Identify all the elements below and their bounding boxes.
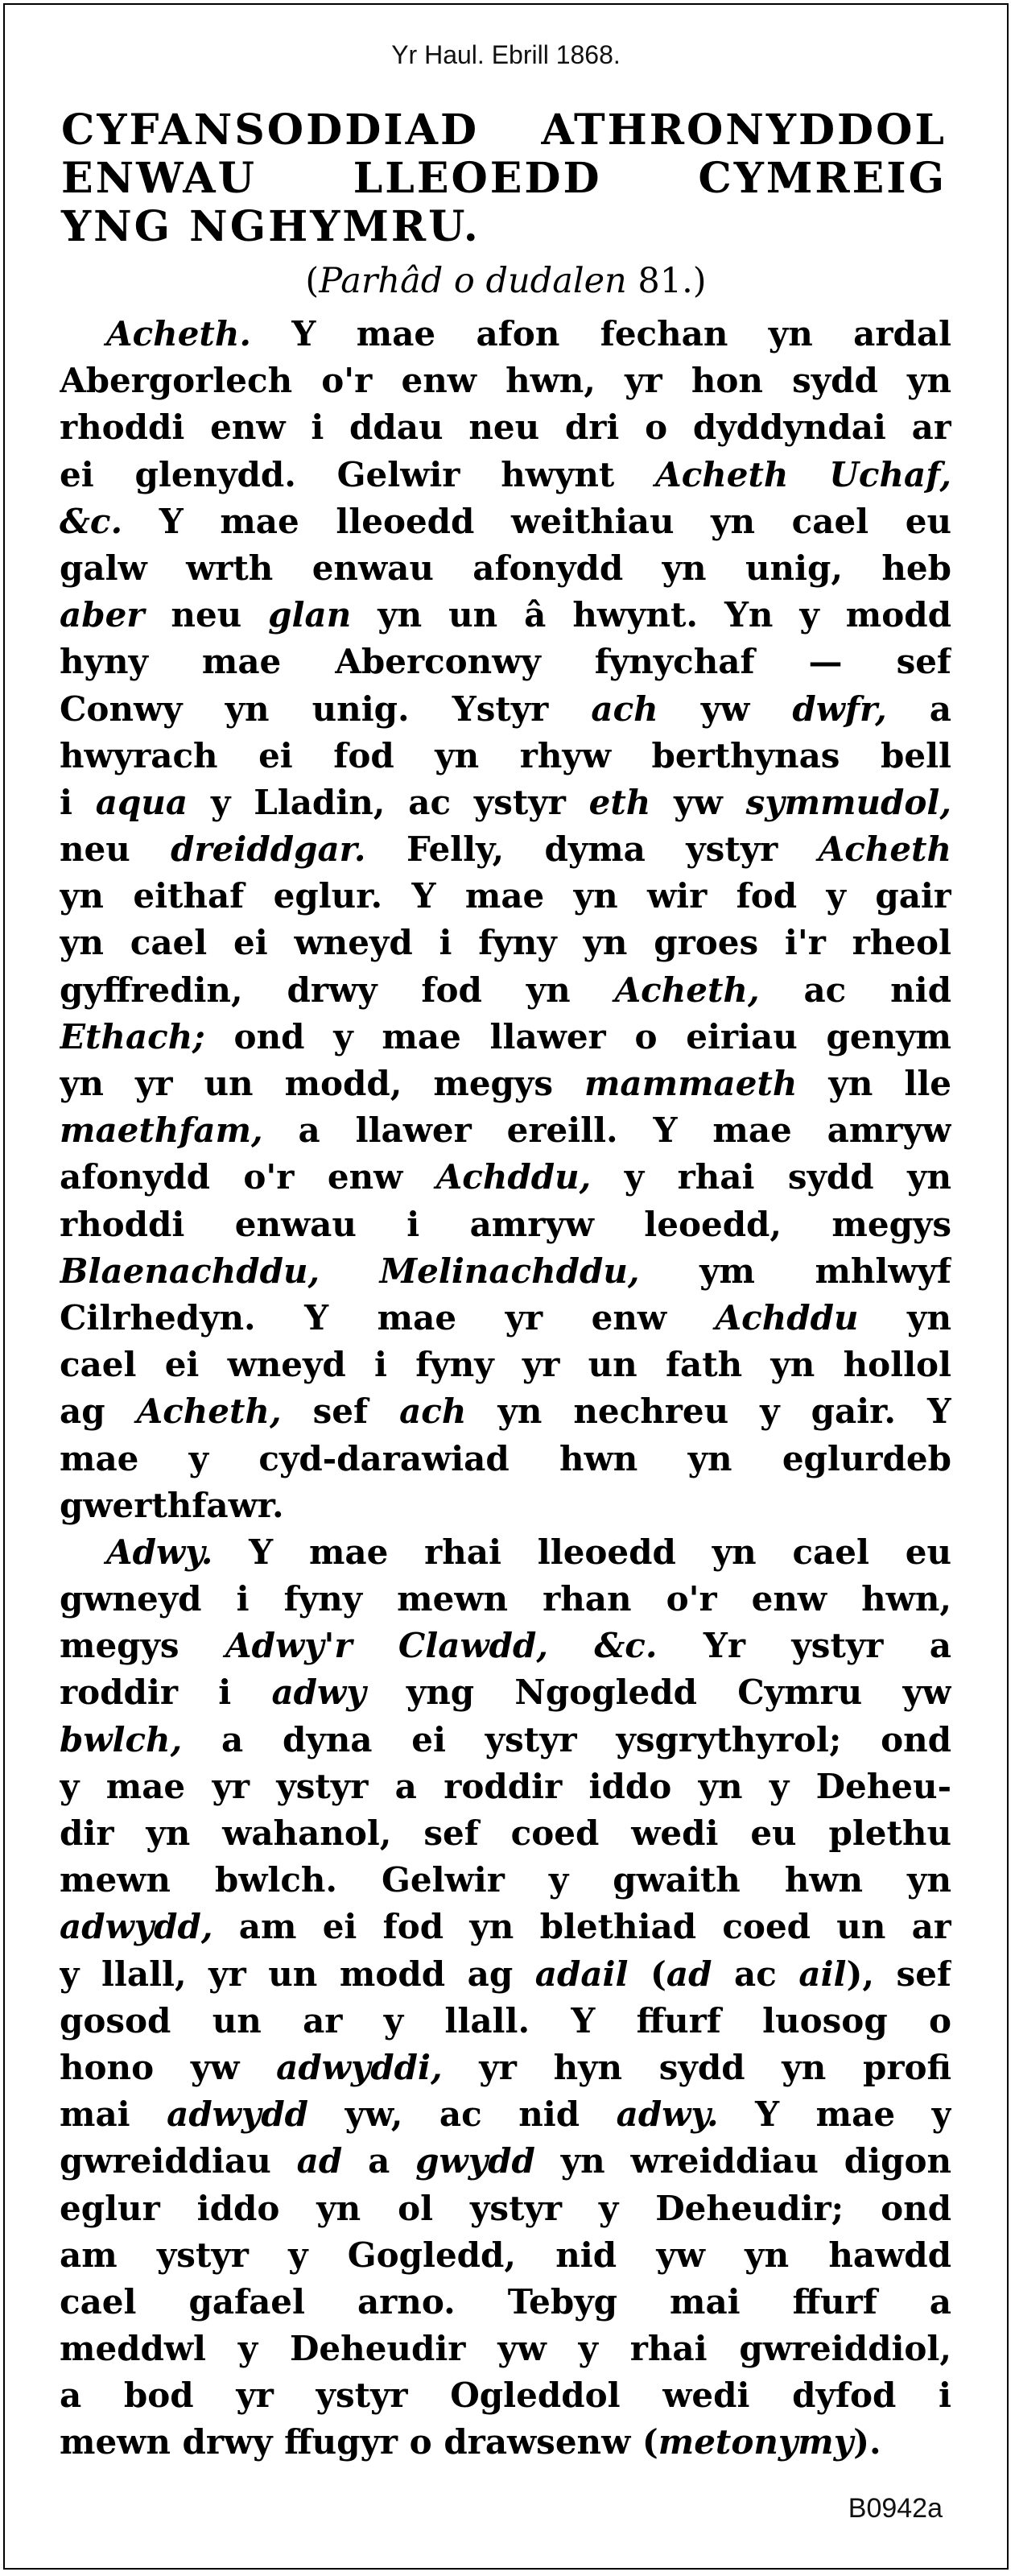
text-run: hwyrach ei fod yn rhyw berthynas bell — [60, 735, 951, 775]
text-line — [60, 1061, 951, 1107]
text-run: eglur iddo yn ol ystyr y Deheudir; ond — [60, 2188, 951, 2228]
italic-term: Achddu — [715, 1297, 859, 1338]
italic-term: ad — [296, 2141, 343, 2181]
italic-term: &c. — [60, 501, 123, 541]
text-line — [60, 1154, 951, 1201]
text-line — [60, 404, 951, 451]
text-line — [60, 452, 951, 498]
text-line — [60, 311, 951, 358]
article-title — [61, 106, 947, 251]
text-line — [60, 1295, 951, 1342]
text-run: cael gafael arno. Tebyg mai ffurf a — [60, 2281, 951, 2322]
text-line — [60, 873, 951, 920]
italic-term: metonymy — [658, 2422, 854, 2462]
italic-term: adwyddi, — [276, 2047, 443, 2087]
text-run: yn lle — [797, 1064, 951, 1103]
italic-term: dwfr, — [792, 688, 887, 729]
text-run: afonydd o'r enw — [60, 1157, 436, 1197]
text-line — [60, 1482, 951, 1529]
text-run: yn cael ei wneyd i fyny yn groes i'r rheol — [60, 923, 951, 963]
text-run: Y mae afon fechan yn ardal — [250, 314, 951, 354]
text-line — [60, 498, 951, 545]
text-run: ei glenydd. Gelwir hwynt — [60, 454, 656, 494]
text-run: y llall, yr un modd ag — [60, 1954, 535, 1994]
text-run: gosod un ar y llall. Y ffurf luosog o — [60, 2000, 951, 2041]
text-line — [60, 920, 951, 966]
italic-term: Acheth. — [106, 314, 251, 354]
italic-term: glan — [268, 595, 352, 635]
text-run: megys — [60, 1626, 225, 1666]
text-run: ). — [853, 2422, 881, 2462]
text-run: yw — [658, 688, 793, 729]
text-run: rhoddi enw i ddau neu dri o dyddyndai ar — [60, 407, 951, 448]
text-run: ac — [712, 1954, 799, 1994]
text-line — [60, 1904, 951, 1950]
text-run: dir yn wahanol, sef coed wedi eu plethu — [60, 1813, 951, 1853]
italic-term: symmudol, — [745, 782, 951, 822]
text-line — [60, 545, 951, 592]
page-frame — [3, 3, 1009, 2570]
text-line — [60, 779, 951, 826]
text-run: yr hyn sydd yn profi — [442, 2047, 951, 2087]
italic-term: ad — [666, 1954, 712, 1994]
text-line — [60, 1576, 951, 1623]
text-run: gwreiddiau — [60, 2141, 297, 2181]
text-run: Y mae rhai lleoedd yn cael eu — [212, 1532, 951, 1572]
text-run: y mae yr ystyr a roddir iddo yn y Deheu- — [60, 1766, 951, 1806]
text-line — [60, 358, 951, 404]
paragraph-adwy — [60, 1529, 951, 2466]
text-run: gwneyd i fyny mewn rhan o'r enw hwn, — [60, 1579, 951, 1619]
text-run: galw wrth enwau afonydd yn unig, heb — [60, 548, 951, 588]
text-run: Cilrhedyn. Y mae yr enw — [60, 1297, 716, 1338]
text-run: sef — [281, 1391, 400, 1432]
text-run: a — [886, 688, 951, 729]
text-run: ( — [628, 1954, 666, 1994]
text-run: y Lladin, ac ystyr — [188, 782, 589, 822]
italic-term: ach — [591, 688, 658, 729]
italic-term: ail — [798, 1954, 847, 1994]
text-run: Yr ystyr a — [657, 1626, 951, 1666]
italic-term: ach — [399, 1391, 467, 1432]
text-run: mewn drwy ffugyr o drawsenw ( — [60, 2422, 658, 2462]
text-run: Felly, dyma ystyr — [365, 829, 819, 870]
text-line — [60, 1998, 951, 2045]
italic-term: Achddu, — [435, 1157, 592, 1197]
text-line — [60, 639, 951, 685]
italic-term: adwydd, — [60, 1907, 213, 1947]
text-run: meddwl y Deheudir yw y rhai gwreiddiol, — [60, 2329, 951, 2369]
text-run: a dyna ei ystyr ysgrythyrol; ond — [182, 1719, 951, 1759]
italic-term: Acheth, — [614, 970, 760, 1010]
continuation-italic: Parhâd o dudalen — [319, 261, 627, 301]
text-line — [60, 1717, 951, 1764]
text-line — [60, 2372, 951, 2419]
text-run: gwerthfawr. — [60, 1485, 284, 1525]
text-run: ym mhlwyf — [639, 1251, 951, 1291]
text-line — [60, 1810, 951, 1857]
continuation-rest: 81.) — [626, 261, 707, 301]
text-run: ac nid — [759, 970, 951, 1010]
title-line: YNG NGHYMRU. — [61, 202, 481, 251]
text-line — [60, 1857, 951, 1904]
source-caption: Yr Haul. Ebrill 1868. — [391, 40, 621, 69]
text-run: yn un â hwynt. Yn y modd — [351, 595, 951, 635]
italic-term: aqua — [95, 782, 188, 822]
text-run: a llawer ereill. Y mae amryw — [262, 1110, 951, 1151]
continuation-note — [5, 261, 1007, 301]
text-line — [60, 2045, 951, 2091]
text-line — [60, 1436, 951, 1482]
italic-term: bwlch, — [60, 1719, 183, 1759]
text-line — [60, 2185, 951, 2232]
italic-term: eth — [588, 782, 651, 822]
text-run: a bod yr ystyr Ogleddol wedi dyfod i — [60, 2375, 951, 2416]
text-line — [60, 967, 951, 1014]
text-run: hono yw — [60, 2047, 277, 2087]
text-line — [60, 1014, 951, 1061]
italic-term: Acheth Uchaf, — [655, 454, 951, 494]
text-line — [60, 1764, 951, 1810]
text-run: roddir i — [60, 1673, 272, 1713]
text-run: yn yr un modd, megys — [60, 1064, 584, 1103]
italic-term: mammaeth — [584, 1064, 798, 1103]
text-run: gyffredin, drwy fod yn — [60, 970, 615, 1010]
title-line: CYFANSODDIAD ATHRONYDDOL — [61, 105, 947, 155]
text-run: am ystyr y Gogledd, nid yw yn hawdd — [60, 2235, 951, 2275]
text-run: a — [342, 2141, 416, 2181]
text-line — [60, 2232, 951, 2279]
text-line — [60, 2279, 951, 2326]
italic-term: maethfam, — [60, 1110, 263, 1151]
article-body — [60, 311, 951, 2466]
text-run: ), sef — [846, 1954, 951, 1994]
text-run: yw — [650, 782, 746, 822]
text-run: mai — [60, 2094, 167, 2135]
text-line — [60, 1107, 951, 1154]
italic-term: adail — [534, 1954, 629, 1994]
text-run: mewn bwlch. Gelwir y gwaith hwn yn — [60, 1860, 951, 1900]
text-line — [60, 1669, 951, 1716]
text-run: mae y cyd-darawiad hwn yn eglurdeb — [60, 1438, 951, 1478]
continuation-open: ( — [305, 261, 320, 301]
text-line — [60, 686, 951, 733]
italic-term: Adwy'r Clawdd, &c. — [225, 1626, 658, 1666]
text-run: Y mae lleoedd weithiau yn cael eu — [122, 501, 951, 541]
italic-term: Blaenachddu, Melinachddu, — [60, 1251, 640, 1291]
text-run: cael ei wneyd i fyny yr un fath yn hollol — [60, 1345, 951, 1385]
text-line — [60, 1201, 951, 1248]
italic-term: adwy — [271, 1673, 366, 1713]
text-line — [60, 1388, 951, 1435]
italic-term: adwydd — [167, 2094, 309, 2135]
italic-term: adwy. — [616, 2094, 719, 2135]
text-line — [60, 592, 951, 639]
text-line — [60, 2138, 951, 2185]
text-line — [60, 1951, 951, 1998]
catalog-id: B0942a — [848, 2493, 943, 2524]
text-line — [60, 1623, 951, 1669]
text-run: ag — [60, 1391, 137, 1432]
text-line — [60, 2419, 951, 2466]
text-line — [60, 1529, 951, 1576]
italic-term: aber — [60, 595, 145, 635]
text-line — [60, 1248, 951, 1295]
text-run: y rhai sydd yn — [591, 1157, 951, 1197]
italic-term: Acheth, — [136, 1391, 282, 1432]
text-run: neu — [60, 829, 171, 870]
text-run: yn nechreu y gair. Y — [466, 1391, 951, 1432]
paragraph-acheth — [60, 311, 951, 1529]
italic-term: Acheth — [818, 829, 951, 870]
text-run: Conwy yn unig. Ystyr — [60, 688, 592, 729]
text-line — [60, 2326, 951, 2372]
text-line — [60, 826, 951, 873]
text-run: yw, ac nid — [308, 2094, 617, 2135]
text-run: i — [60, 782, 96, 822]
text-run: Abergorlech o'r enw hwn, yr hon sydd yn — [60, 361, 951, 401]
text-run: yn wreiddiau digon — [534, 2141, 951, 2181]
text-run: yn — [858, 1297, 951, 1338]
title-line: ENWAU LLEOEDD CYMREIG — [61, 154, 947, 203]
text-line — [60, 2091, 951, 2138]
text-run: am ei fod yn blethiad coed un ar — [212, 1907, 951, 1947]
italic-term: gwydd — [415, 2141, 535, 2181]
text-line — [60, 1342, 951, 1388]
italic-term: dreiddgar. — [171, 829, 366, 870]
text-run: hyny mae Aberconwy fynychaf — sef — [60, 642, 951, 682]
text-run: Y mae y — [718, 2094, 951, 2135]
italic-term: Ethach; — [60, 1016, 205, 1056]
text-run: neu — [144, 595, 269, 635]
text-run: ond y mae llawer o eiriau genym — [204, 1016, 951, 1056]
italic-term: Adwy. — [106, 1532, 213, 1572]
text-run: rhoddi enwau i amryw leoedd, megys — [60, 1204, 951, 1244]
text-line — [60, 733, 951, 779]
text-run: yng Ngogledd Cymru yw — [365, 1673, 951, 1713]
text-run: yn eithaf eglur. Y mae yn wir fod y gair — [60, 876, 951, 916]
